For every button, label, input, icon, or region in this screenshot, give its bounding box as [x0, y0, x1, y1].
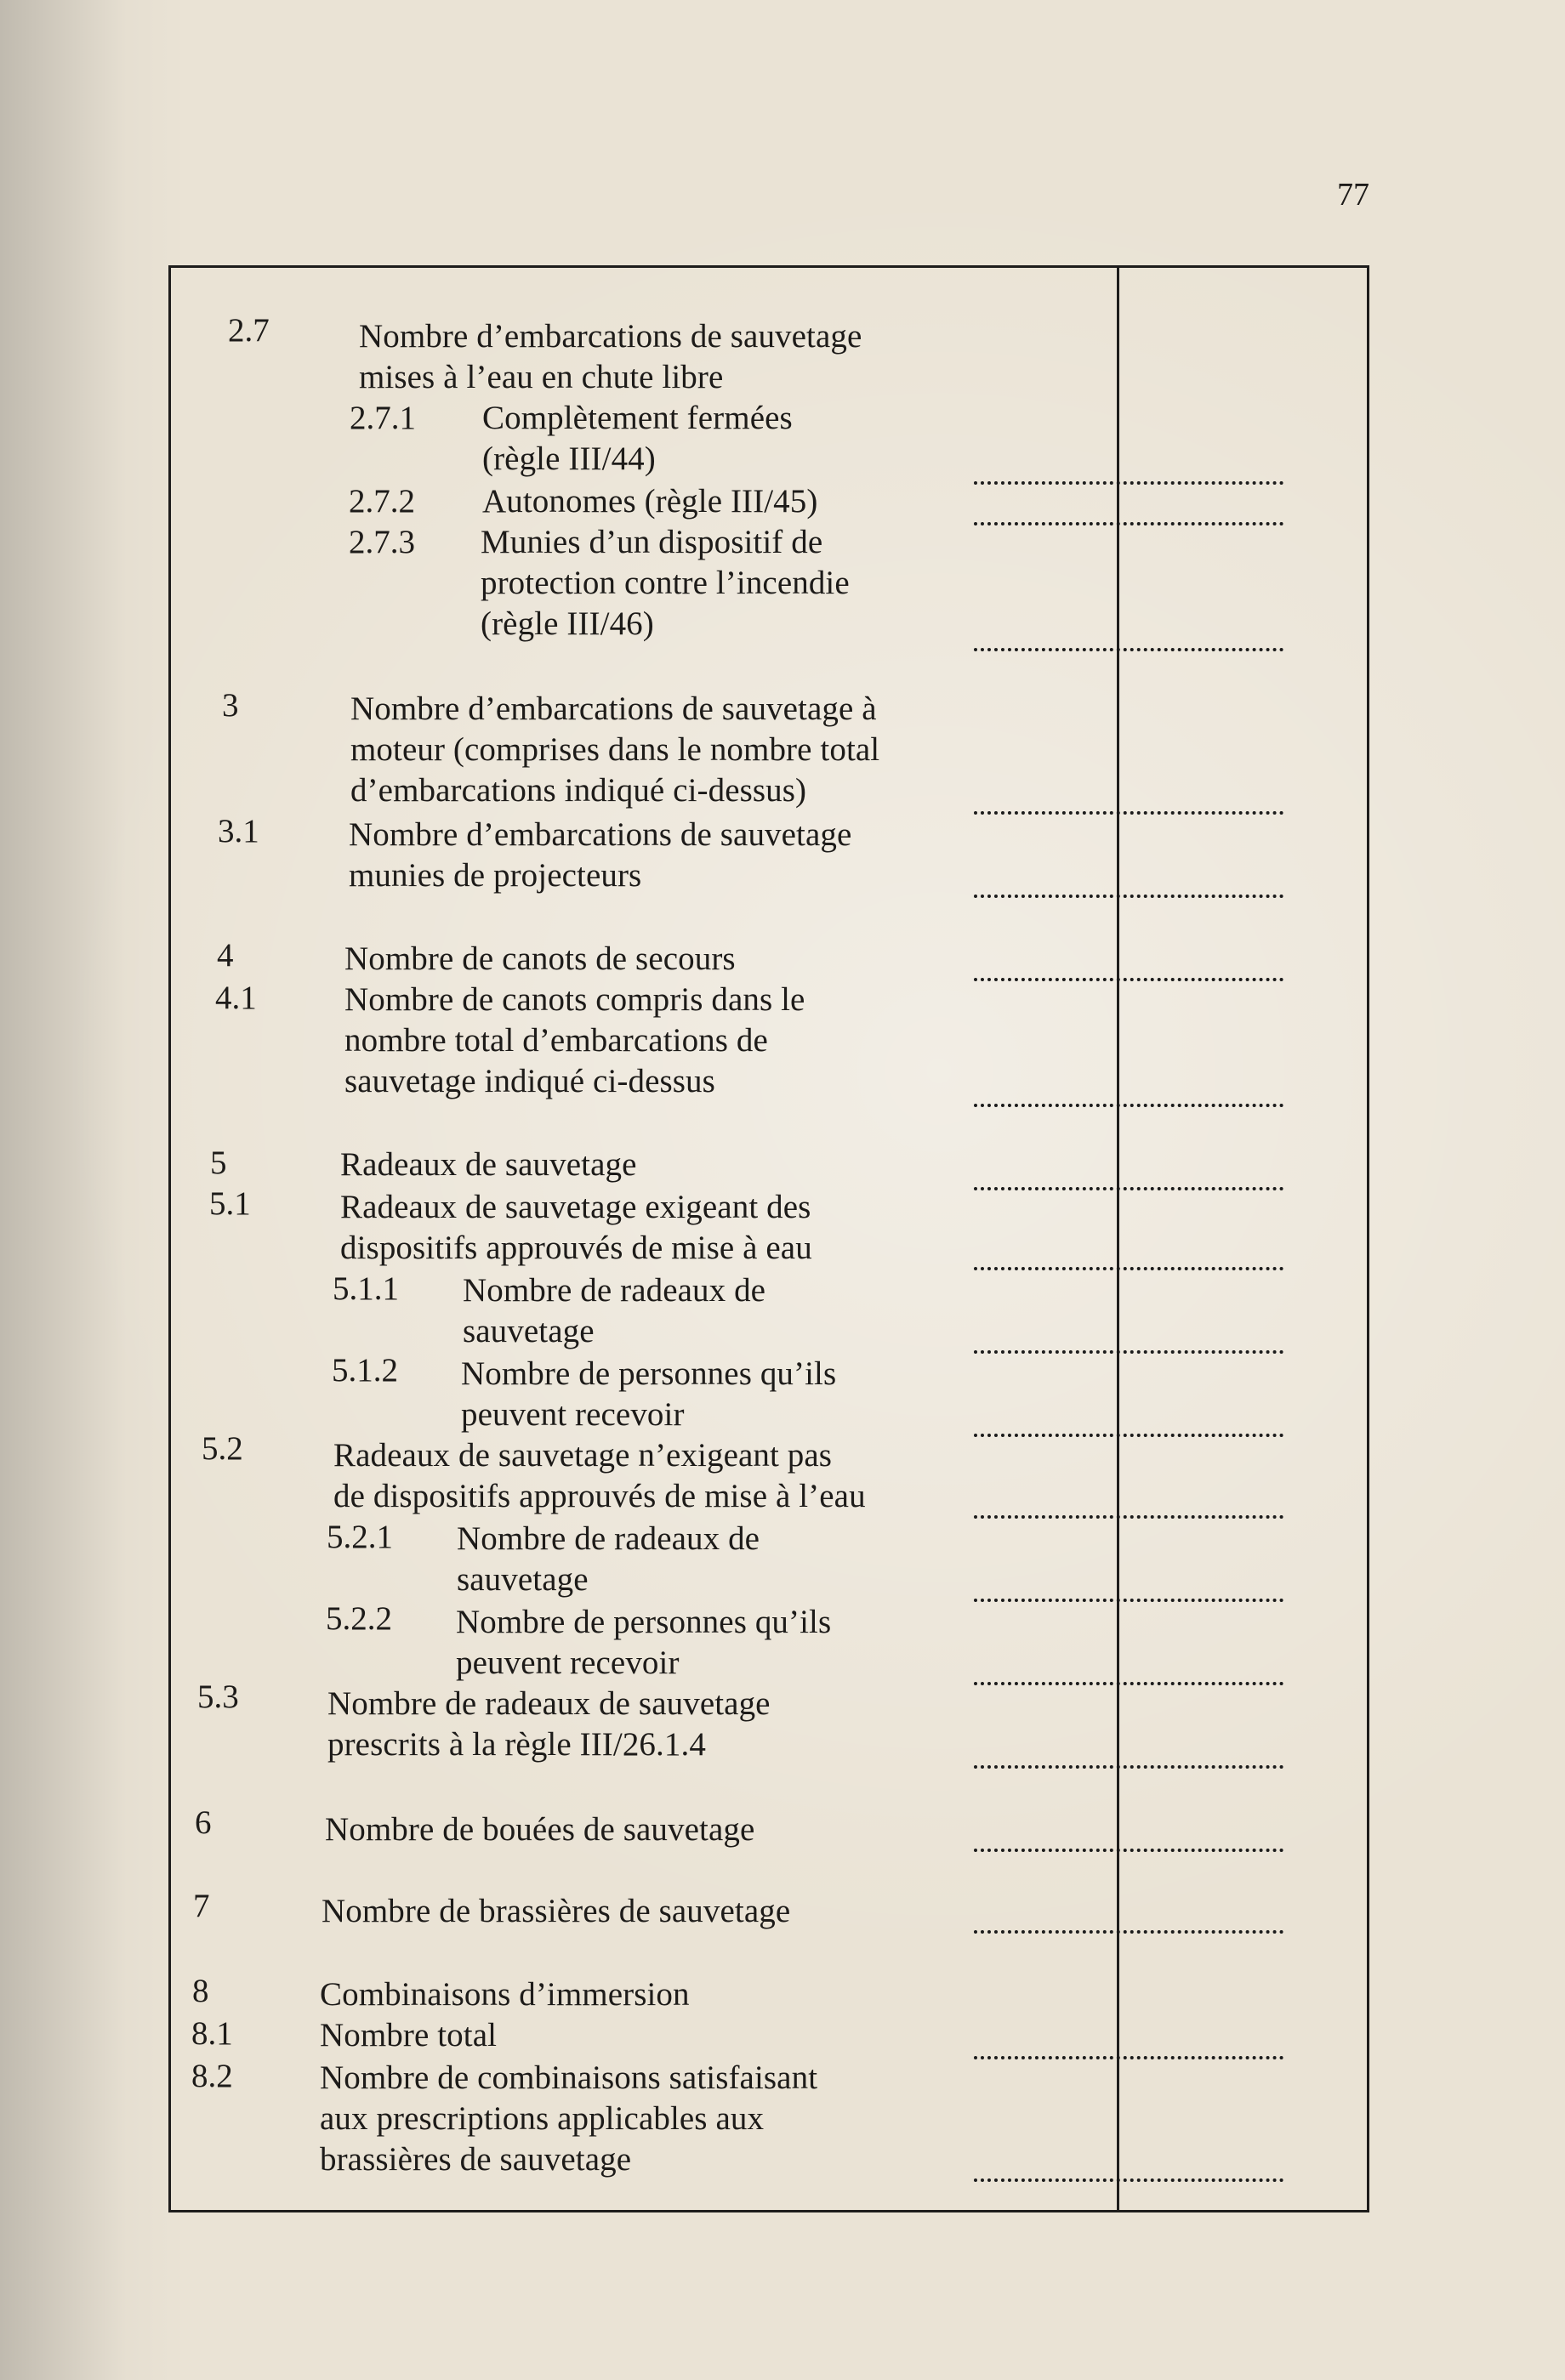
row-number-3: 3 — [222, 687, 239, 724]
row-number-3-1: 3.1 — [218, 813, 259, 849]
row-text-2-7-2: Autonomes (règle III/45) — [482, 483, 818, 520]
row-number-5-1-1: 5.1.1 — [333, 1270, 399, 1307]
answer-line — [974, 1587, 1283, 1602]
row-number-2-7: 2.7 — [228, 312, 270, 349]
row-text-5-2-1: Nombre de radeaux de sauvetage — [457, 1520, 760, 1598]
row-number-5-2: 5.2 — [202, 1430, 243, 1467]
answer-line — [974, 1092, 1283, 1107]
row-text-8-1: Nombre total — [320, 2017, 498, 2053]
row-number-2-7-2: 2.7.2 — [349, 483, 415, 520]
row-number-4-1: 4.1 — [215, 980, 257, 1016]
row-number-8-1: 8.1 — [191, 2015, 233, 2052]
row-text-4-1: Nombre de canots compris dans le nombre total d’embarcations de sauvetage indiqué ci-dessus — [344, 981, 805, 1099]
row-text-2-7-3: Munies d’un dispositif de protection contre l’incendie (règle III/46) — [481, 524, 850, 642]
row-number-2-7-1: 2.7.1 — [350, 400, 416, 436]
row-text-2-7-1: Complètement fermées (règle III/44) — [482, 400, 793, 477]
page-number: 77 — [1337, 177, 1369, 213]
answer-line — [974, 1670, 1283, 1685]
answer-line — [974, 883, 1283, 898]
answer-line — [974, 636, 1283, 651]
row-text-6: Nombre de bouées de sauvetage — [325, 1811, 755, 1848]
row-text-4: Nombre de canots de secours — [344, 940, 736, 977]
answer-line — [974, 2167, 1283, 2182]
row-number-8: 8 — [192, 1973, 209, 2009]
row-number-5-2-2: 5.2.2 — [326, 1600, 392, 1637]
row-text-5-1-2: Nombre de personnes qu’ils peuvent recevoir — [461, 1355, 837, 1433]
answer-line — [974, 1918, 1283, 1934]
answer-line — [974, 1422, 1283, 1437]
row-text-5-1: Radeaux de sauvetage exigeant des dispositifs approuvés de mise à eau — [340, 1189, 812, 1266]
answer-line — [974, 2044, 1283, 2059]
row-number-8-2: 8.2 — [191, 2058, 233, 2094]
answer-line — [974, 1503, 1283, 1519]
row-number-6: 6 — [195, 1804, 212, 1841]
answer-line — [974, 510, 1283, 525]
row-text-8: Combinaisons d’immersion — [320, 1976, 690, 2013]
row-text-5-3: Nombre de radeaux de sauvetage prescrits à la règle III/26.1.4 — [327, 1685, 771, 1763]
row-text-5: Radeaux de sauvetage — [340, 1146, 637, 1183]
answer-line — [974, 966, 1283, 981]
row-number-5: 5 — [210, 1145, 227, 1181]
row-text-7: Nombre de brassières de sauvetage — [322, 1893, 791, 1929]
row-text-2-7: Nombre d’embarcations de sauvetage mises à l’eau en chute libre — [359, 318, 862, 395]
row-number-5-3: 5.3 — [197, 1678, 239, 1715]
row-number-5-2-1: 5.2.1 — [327, 1519, 393, 1555]
row-number-5-1: 5.1 — [209, 1185, 251, 1222]
answer-line — [974, 1753, 1283, 1769]
answer-line — [974, 1837, 1283, 1852]
answer-line — [974, 799, 1283, 815]
row-text-5-2-2: Nombre de personnes qu’ils peuvent recevoir — [456, 1604, 832, 1681]
answer-line — [974, 469, 1283, 485]
row-text-3-1: Nombre d’embarcations de sauvetage munies de projecteurs — [349, 816, 852, 894]
row-number-5-1-2: 5.1.2 — [332, 1352, 398, 1389]
answer-line — [974, 1255, 1283, 1270]
row-number-2-7-3: 2.7.3 — [349, 524, 415, 560]
answer-line — [974, 1175, 1283, 1190]
row-number-7: 7 — [193, 1888, 210, 1924]
answer-line — [974, 1338, 1283, 1354]
row-text-5-1-1: Nombre de radeaux de sauvetage — [463, 1272, 766, 1349]
row-text-8-2: Nombre de combinaisons satisfaisant aux prescriptions applicables aux brassières de sauvetage — [320, 2059, 818, 2178]
row-text-5-2: Radeaux de sauvetage n’exigeant pas de dispositifs approuvés de mise à l’eau — [333, 1437, 866, 1514]
row-text-3: Nombre d’embarcations de sauvetage à moteur (comprises dans le nombre total d’embarcations indiqué ci-dessus) — [350, 690, 880, 809]
row-number-4: 4 — [217, 937, 234, 974]
